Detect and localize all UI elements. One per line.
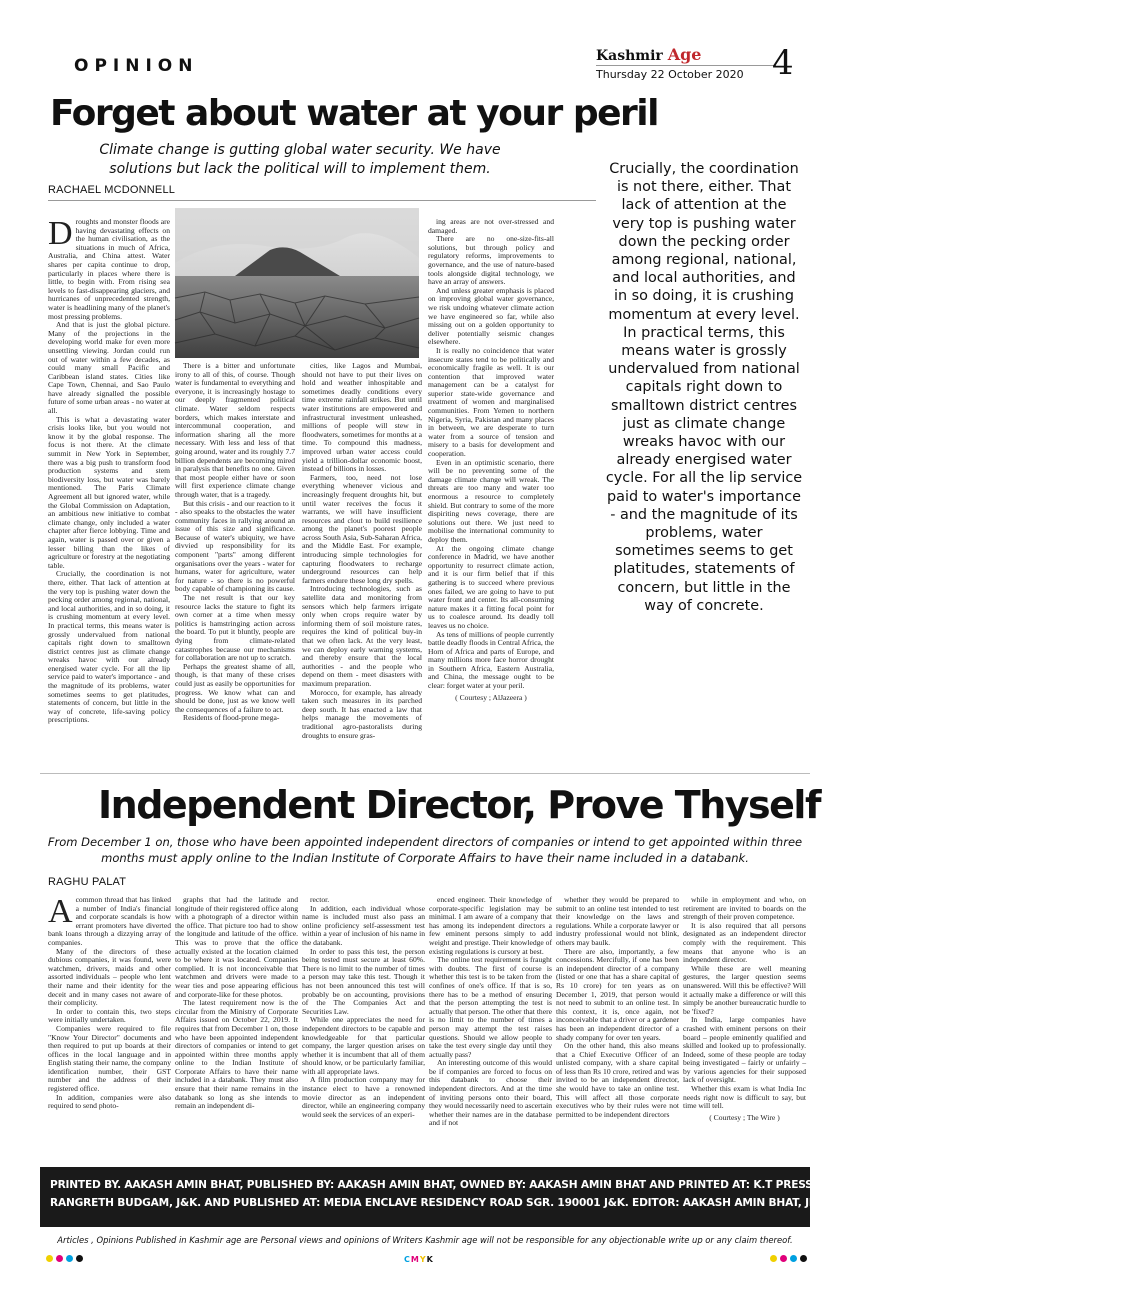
paragraph: There are also, importantly, a few concessions. Mercifully, if one has been an independent director of a company (listed or one that has a share capital of Rs 10 crore) for ten years as on December 1, 2019, that person would not need to submit to an online test. In this context, it is, once again, not inconceivable that a driver or a gardener has been an independent director of a shady company for over ten years. — [556, 946, 679, 1042]
article-photo — [175, 208, 419, 358]
paragraph: And unless greater emphasis is placed on improving global water governance, we risk undoing whatever climate action we have engineered so far, while also missing out on a golden opportunity to deliver potentially seismic changes elsewhere. — [428, 285, 554, 347]
paragraph: It is really no coincidence that water insecure states tend to be politically and economically fragile as well. It is our contention that improved water management can be a catalyst for superior state-wide governance and treatment of women and marginalised communities. From Yemen to northern Nigeria, Syria, Pakistan and many places in between, we are desperate to turn water from a source of tension and misery to a basis for development and cooperation. — [428, 345, 554, 459]
paragraph: Whether this exam is what India Inc needs right now is difficult to say, but time will tell. — [683, 1084, 806, 1111]
paragraph: Acommon thread that has linked a number of India's financial and corporate scandals is how errant promoters have diverted bank loans through a dizzying array of companies. — [48, 893, 171, 947]
paragraph: while in employment and who, on retirement are invited to boards on the strength of their proven competence. — [683, 895, 806, 922]
paragraph: Farmers, too, need not lose everything whenever vicious and increasingly frequent droughts hit, but until water receives the focus it warrants, we will have insufficient resources and clout to build resilience among the planet's poorest people across South Asia, Sub-Saharan Africa, and the Middle East. For example, introducing simple technologies for capturing floodwaters to recharge underground resources can help farmers endure these long dry spells. — [302, 472, 422, 585]
paragraph: A film production company may for instance elect to have a renowned movie director as an independent director, while an engineering company would seek the services of an experi- — [302, 1075, 425, 1119]
paragraph: There is a bitter and unfortunate irony to all of this, of course. Though water is fundamental to everything and everyone, it is increasingly hostage to our deeply fragmented political climate. Water seldom respects borders, which makes interstate and intercommunal cooperation, and information sharing all the more necessary. With less and less of that going around, water and its roughly 7.7 billion dependents are becoming mired in paralysis that benefits no one. Given that most people either have or soon will first experience climate change through water, that is a tragedy. — [175, 361, 295, 499]
article1-deck: Climate change is gutting global water security. We have solutions but lack the political will to implement them. — [99, 142, 501, 177]
paragraph: cities, like Lagos and Mumbai, should not have to put their lives on hold and weather inhospitable and sometimes deadly conditions every time extreme rainfall strikes. But until water institutions are empowered and infrastructural investment unleashed, millions of people will stew in floodwaters, sometimes for months at a time. To compound this madness, improved urban water access could yield a trillion-dollar economic boost, instead of billions in losses. — [302, 361, 422, 474]
paragraph: An interesting outcome of this would be if companies are forced to focus on this databank to choose their independent directors. And at the time of inviting persons onto their board, they would necessarily need to ascertain whether their names are in the database and if not — [429, 1058, 552, 1128]
paragraph: And that is just the global picture. Many of the projections in the developing world make for even more unsettling viewing. Jordan could run out of water within a few decades, as could many small Pacific and Caribbean island states. Cities like Cape Town, Chennai, and Sao Paulo have already signalled the possible future of some urban areas - no water at all. — [48, 320, 170, 416]
paragraph: This is what a devastating water crisis looks like, but you would not know it by the global response. The focus is not there. At the climate summit in New York in September, there was a big push to transform food production systems and stem biodiversity loss, but water was barely mentioned. The Paris Climate Agreement all but ignored water, while the Global Commission on Adaptation, an ambitious new initiative to combat climate change, only included a water chapter after fierce lobbying. Time and again, water is passed over or given a lesser billing than the likes of agriculture or forestry at the negotiating table. — [48, 414, 170, 570]
imprint-line-2: RANGRETH BUDGAM, J&K. AND PUBLISHED AT: MEDIA ENCLAVE RESIDENCY ROAD SGR. 190001 J&K. EDITOR: AAKASH AMIN BHAT, JKENG/2006/23952 — [50, 1197, 913, 1209]
article2-byline: RAGHU PALAT — [48, 876, 127, 888]
paragraph: On the other hand, this also means that a Chief Executive Officer of an unlisted company, with a share capital of less than Rs 10 crore, retired and was invited to be an independent director, she would have to take an online test. This will affect all those corporate executives who by their rules were not permitted to be independent directors — [556, 1041, 679, 1119]
pull-quote: Crucially, the coordination is not there, either. That lack of attention at the very top is pushing water down the pecking order among regional, national, and local authorities, and in so doing, it is crushing momentum at every level. In practical terms, this means water is grossly undervalued from national capitals right down to smalltown district centres just as climate change wreaks havoc with our already energised water cycle. For all the lip service paid to water's importance - and the magnitude of its problems, water sometimes seems to get platitudes, statements of concern, but little in the way of concrete. — [605, 161, 803, 614]
paragraph: In addition, companies were also required to send photo- — [48, 1092, 171, 1111]
paragraph: As tens of millions of people currently battle deadly floods in Central Africa, the Horn of Africa and parts of Europe, and many millions more face horror drought in Southern Africa, Eastern Australia, and China, the message ought to be clear: forget water at your peril. — [428, 629, 554, 691]
paragraph: In addition, each individual whose name is included must also pass an online proficiency self-assessment test within a year of inclusion of his name in the databank. — [302, 903, 425, 947]
article2-deck: From December 1 on, those who have been appointed independent directors of companies or intend to get appointed within three months must apply online to the Indian Institute of Corporate Affairs to have their name included in a databank. — [47, 835, 803, 865]
article1-column-3 — [302, 362, 422, 768]
article1-headline: Forget about water at your peril — [50, 93, 658, 134]
drop-cap: D — [48, 215, 73, 252]
cmyk-mark: CMYK — [404, 1255, 434, 1264]
paragraph: whether they would be prepared to submit to an online test intended to test their knowledge on the laws and regulations. While a corporate lawyer or industry professional would not blink, others may baulk. — [556, 895, 679, 947]
paragraph: graphs that had the latitude and longitude of their registered office along with a photograph of a director within the office. That picture too had to show the longitude and latitude of the office. This was to prove that the office actually existed at the location claimed to be where it was located. Companies complied. It is not inconceivable that watchmen and drivers were made to wear ties and pose appearing efficious and corporate-like for these photos. — [175, 895, 298, 999]
paragraph: rector. — [310, 895, 330, 904]
courtesy-line: ( Courtesy ; AlJazeera ) — [455, 692, 527, 702]
paragraph: While these are well meaning gestures, the larger question seems unanswered. Will this be effective? Will it actually make a difference or will this simply be another bureaucratic hurdle to be 'fixed'? — [683, 963, 806, 1016]
paragraph: Companies were required to file "Know Your Director" documents and then required to put up boards at their offices in the local language and in English stating their name, the company identification number, their GST number and the address of their registered office. — [48, 1023, 171, 1094]
paragraph: In order to contain this, two steps were initially undertaken. — [48, 1006, 171, 1025]
paragraph: While one appreciates the need for independent directors to be capable and knowledgeable for that particular company, the larger question arises on whether it is incumbent that all of them should know, or be particularly familiar, with all appropriate laws. — [302, 1015, 425, 1076]
article1-column-2 — [175, 362, 295, 768]
dry-land-mountain-illustration — [175, 208, 419, 358]
paragraph: At the ongoing climate change conference in Madrid, we have another opportunity to resurrect climate action, and it is our firm belief that if this gathering is to succeed where previous ones failed, we are going to have to put water front and center. Its all-consuming nature makes it a fitting focal point for us to coalesce around. Its deadly toll leaves us no choice. — [428, 543, 554, 630]
imprint-band — [40, 1167, 1148, 1227]
paragraph: Morocco, for example, has already taken such measures in its parched deep south. It has enacted a law that helps manage the movements of traditional agro-pastoralists during droughts to ensure gras- — [302, 687, 422, 740]
paragraph: Even in an optimistic scenario, there will be no preventing some of the damage climate change will wreak. The threats are too many and water too enormous a resource to completely shield. But contrary to some of the more dispiriting news coverage, there are solutions out there. We just need to mobilise the international community to deploy them. — [428, 457, 554, 544]
article2-column-3 — [302, 896, 425, 1164]
paragraph: The net result is that our key resource lacks the stature to fight its own corner at a time when messy politics is hamstringing action across the board. To put it bluntly, people are dying from climate-related catastrophes because our mechanisms for collaboration are not up to scratch. — [175, 593, 295, 663]
paragraph: ing areas are not over-stressed and damaged. — [428, 217, 554, 235]
article2-column-2 — [175, 896, 298, 1164]
masthead — [596, 45, 776, 81]
article2-column-1 — [48, 893, 171, 1164]
paragraph: There are no one-size-fits-all solutions, but through policy and regulatory reforms, improvements to governance, and the use of nature-based tools alongside digital technology, we have an array of answers. — [428, 234, 554, 287]
paragraph: Perhaps the greatest shame of all, though, is that many of these crises could just as easily be opportunities for progress. We know what can and should be done, just as we know well the consequences of a failure to act. — [175, 661, 295, 714]
article2-column-4 — [429, 896, 552, 1164]
imprint-line-1: PRINTED BY. AAKASH AMIN BHAT, PUBLISHED BY: AAKASH AMIN BHAT, OWNED BY: AAKASH AMIN BHAT AND PRINTED AT: K.T PRESS PVT. LTD.120- ELECTRONIC COMPLEX INDUSTRIAL ESTATE — [50, 1179, 1148, 1191]
paragraph: Many of the directors of these dubious companies, it was found, were watchmen, drivers, maids and other assorted individuals – people who lent their name and their identity for the deceit and in many cases not aware of their complicity. — [48, 946, 171, 1008]
section-divider — [40, 773, 810, 774]
newspaper-logo — [596, 45, 776, 64]
disclaimer: Articles , Opinions Published in Kashmir age are Personal views and opinions of Writers Kashmir age will not be responsible for any objectionable write up or any claim thereof. — [57, 1235, 793, 1245]
drop-cap: A — [48, 893, 73, 930]
paragraph: Droughts and monster floods are having devastating effects on the human civilisation, as the situations in much of Africa, Australia, and China attest. Water shares per capita continue to drop, particularly in places where there is little, to begin with. From rising sea levels to fast-disappearing glaciers, and hurricanes of unprecedented strength, water is headlining many of the planet's most pressing problems. — [48, 215, 170, 321]
logo-second: Age — [667, 45, 702, 64]
paragraph: In order to pass this test, the person being tested must secure at least 60%. There is no limit to the number of times a person may take this test. Though it has not been announced this test will probably be on accounting, provisions of the The Companies Act and Securities Law. — [302, 946, 425, 1016]
logo-first: Kashmir — [596, 48, 668, 64]
paragraph: enced engineer. Their knowledge of corporate-specific legislation may be minimal. I am aware of a company that has among its independent directors a few eminent persons simply to add weight and prestige. Their knowledge of existing regulations is cursory at best. — [429, 895, 553, 956]
paragraph: It is also required that all persons designated as an independent director comply with the requirement. This means that anyone who is an independent director. — [683, 920, 806, 965]
paragraph: But this crisis - and our reaction to it - also speaks to the obstacles the water community faces in rallying around an issue of this size and significance. Because of water's ubiquity, we have divvied up responsibility for its component "parts" among different organisations over the years - water for humans, water for agriculture, water for nature - so there is no powerful body capable of championing its cause. — [175, 498, 295, 594]
registration-marks-left — [46, 1247, 126, 1255]
registration-marks-right — [770, 1247, 850, 1255]
article1-column-1 — [48, 215, 170, 768]
issue-date: Thursday 22 October 2020 — [596, 65, 776, 81]
paragraph: The online test requirement is fraught with doubts. The first of course is whether this test is to be taken from the confines of one's office. If that is so, there has to be a method of ensuring that the person attempting the test is actually that person. The other that there is no limit to the number of times a person may attempt the test raises questions. Should we allow people to take the test every single day until they actually pass? — [429, 955, 552, 1059]
paragraph: In India, large companies have crashed with eminent persons on their board – people eminently qualified and skilled and looked up to professionally. Indeed, some of these people are today being investigated – fairly or unfairly – by various agencies for their supposed lack of oversight. — [683, 1015, 806, 1085]
paragraph: Introducing technologies, such as satellite data and monitoring from sensors which help farmers irrigate only when crops require water by informing them of soil moisture rates, requires the kind of political buy-in that we often lack. At the very least, we can deploy early warning systems, and thereby ensure that the local authorities - and the people who depend on them - meet disasters with maximum preparation. — [302, 584, 422, 688]
article1-byline: RACHAEL MCDONNELL — [48, 184, 596, 201]
section-label: OPINION — [74, 56, 199, 76]
article2-headline: Independent Director, Prove Thyself — [98, 783, 820, 827]
article2-column-5 — [556, 896, 679, 1164]
courtesy-line: ( Courtesy ; The Wire ) — [709, 1112, 780, 1122]
paragraph: Residents of flood-prone mega- — [183, 713, 280, 723]
article2-column-6 — [683, 896, 806, 1164]
paragraph: The latest requirement now is the circular from the Ministry of Corporate Affairs issued on October 22, 2019. It requires that from December 1 on, those who have been appointed independent directors of companies or intend to get appointed within three months apply online to the Indian Institute of Corporate Affairs to have their name included in a databank. They must also ensure that their name remains in the databank so long as she intends to remain an independent di- — [175, 998, 298, 1111]
paragraph: Crucially, the coordination is not there, either. That lack of attention at the very top is pushing water down the pecking order among regional, national, and local authorities, and in so doing, it is crushing momentum at every level. In practical terms, this means water is grossly undervalued from national capitals right down to smalltown district centres just as climate change wreaks havoc with our already energised water cycle. For all the lip service paid to water's importance - and the magnitude of its problems, water sometimes seems to get platitudes, statements of concern, but little in the way of concrete, life-saving policy prescriptions. — [48, 569, 170, 725]
page-number: 4 — [772, 43, 794, 83]
article1-column-4 — [428, 218, 554, 768]
